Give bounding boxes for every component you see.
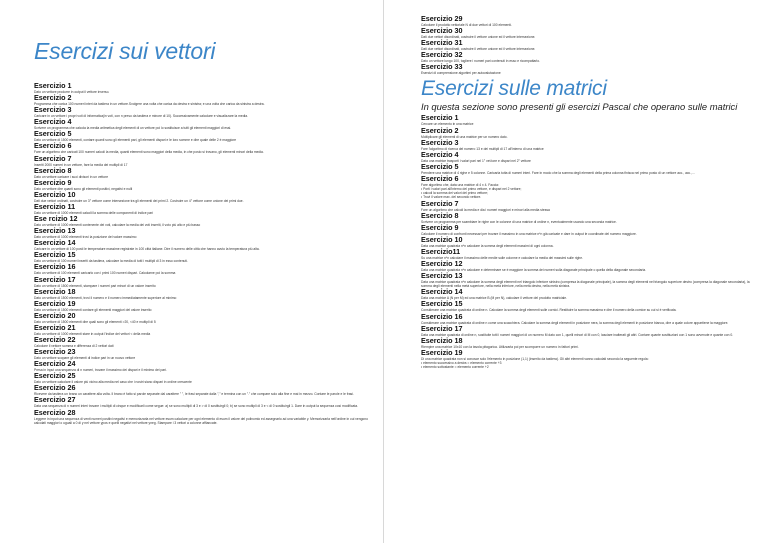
exercise-title: Esercizio 5 xyxy=(34,129,72,139)
exercise-item xyxy=(34,312,373,324)
section-title: Esercizi sulle matrici xyxy=(421,77,607,101)
exercise-title: Esercizio 1 xyxy=(34,81,72,90)
exercise-title: Esercizio 7 xyxy=(421,198,459,208)
exercise-bullet: • elemento sottostante = elemento corrente +2 xyxy=(421,365,758,369)
exercise-item xyxy=(34,239,373,251)
exercise-bullet-list xyxy=(421,361,758,369)
exercise-text: Inseriti 2000 numeri in un vettore, fare la media dei multipli di 17 xyxy=(34,162,128,167)
exercise-item xyxy=(34,336,373,348)
exercise-title: Esercizio 15 xyxy=(421,299,463,309)
exercise-text: Fare l'algoritmo di ricerca del numero 13 e dei multipli di 17 all'interno di una matrice xyxy=(421,146,544,151)
page-title: Esercizi sui vettori xyxy=(34,38,216,64)
exercise-title: Esercizio 18 xyxy=(421,335,463,345)
exercise-text: Esercizi di comprensione algoritmi per autovalutazione xyxy=(421,71,501,76)
exercise-title: Esercizio 26 xyxy=(34,383,76,393)
exercise-item xyxy=(34,130,373,142)
exercise-bullet: • Trovi il valore max. del secondo vettore. xyxy=(421,195,758,199)
exercise-text: Data una matrice trasporti i valori pari nel 1° vet.tore e dispari nel 2° vettore xyxy=(421,158,531,163)
exercise-text: Fare un algoritmo che calcoli la media e dia i numeri maggiori e minori alla media stessa xyxy=(421,207,550,212)
exercise-text: Considerare una matrice quadrata di ordine n. Calcolare la somma degli elementi sulle cornici. Restituire la somma massima e dire il numero della cornice su cui si è verificata. xyxy=(421,308,677,313)
exercise-title: Esercizio 18 xyxy=(34,286,76,296)
exercise-text: Data una matrice quadrata di ordine n, sostituite tutti i numeri maggiori di un numero M dato con 1, quelli minori di M con 0, lasciare inalterati gli altri. Contare quante sostituzioni con 1 sono avvenute e quante con 0. xyxy=(421,332,734,337)
exercise-item xyxy=(421,260,758,272)
exercise-text: Dato un vettore calcolare il valore più vicino alla media nel caso che i nostri siano dispari in ordine crescente xyxy=(34,380,192,385)
exercise-text: Su una matrice n*n calcolare il massimo delle medie sulle colonne e calcolare la media dei massimi sulle righe. xyxy=(421,256,583,261)
exercise-title: Esercizio 3 xyxy=(34,105,72,115)
exercise-item xyxy=(34,94,373,106)
exercise-bullet: • elemento successivo a destra = elemento corrente +3 xyxy=(421,361,758,365)
exercise-text: Data una matrice quadrata n*n calcolare la somma degli elementi nel triangolo inferiore sinistro (compresa la diagonale principale), la somma degli elementi nel triangolo superiore destro (compresa la diagonale secondaria), la somma degli elementi nella metà superiore, nella metà inferiore, nella metà destra, nella metà sinistra. xyxy=(421,280,750,289)
exercise-title: Esercizio 23 xyxy=(34,347,76,357)
exercise-title: Esercizio 4 xyxy=(421,149,459,159)
exercise-text: Scrivere un programma che calcola la media aritmetica degli elementi di un vettore poi lo sostituisce a tutti gli elementi maggiori di essi. xyxy=(34,126,232,131)
exercise-text: Leggere in input una sequenza di venti numeri positivi negativi e memorizzarla nel vettore esum calcolare per ogni elemento di esum il valore del polinomio ed assegnarlo ad una variabile y. Memorizzarla nell'ordine in cui vengono calcolati maggiori o uguali a 0 di y nel vettore ypos e quelli negativi nel vettore yneg. Stampare i 3 vettori a colonne affiancate. xyxy=(34,416,368,425)
exercise-title: Esercizio 8 xyxy=(34,165,72,175)
exercise-text: Prendere una matrice di 4 righe e 5 colonne. Caricarla tutta di numeri interi. Fare in modo che la somma degli elementi della prima colonna finisca nel primo posto di un vettore acc., acc.,... xyxy=(421,170,695,175)
exercise-title: Esercizio 12 xyxy=(421,259,463,269)
exercise-item xyxy=(34,227,373,239)
exercise-text: Calcolare il prodotto vettoriale N di due vettori di 100 elementi. xyxy=(421,23,512,27)
exercise-bullet: • Porti i valori pari all'interno del primo vettore, e dispari nel 2 vettore; xyxy=(421,187,758,191)
exercise-title: Esercizio 3 xyxy=(421,137,459,147)
exercise-title: Esercizio 20 xyxy=(34,310,76,320)
exercise-text: Dati due vettori ordinati, costruire un 3° vettore come intersezione tra gli elementi dei primi 2. Costruire un 4° vettore come unione dei primi due. xyxy=(34,198,244,203)
exercise-item xyxy=(34,263,373,275)
exercise-title: Esercizio 13 xyxy=(421,271,463,281)
exercise-item xyxy=(34,106,373,118)
exercise-text: Data una sequenza di n numeri interi trovare i multipli di cinque e modificarli come segue: a) se sono multipli di 3 e > di 0 sostituirgli 0; b) se sono multipli di 3 e < di 0 sostituirgli 1. Dare in output la sequenza così modificata. xyxy=(34,404,358,409)
exercise-item xyxy=(421,127,758,139)
exercise-item xyxy=(421,288,758,300)
exercise-text: Di una matrice quadrata non si conosce solo l'elemento in posizione (1,1) (inserito da tastiera). Gli altri elementi vanno calcolati secondo la seguente regola: xyxy=(421,356,649,361)
exercise-title: Esercizio 10 xyxy=(34,189,76,199)
exercise-item xyxy=(34,276,373,288)
exercise-item xyxy=(421,349,758,370)
exercise-text: Dato un vettore di 1500 elementi dire quali sono gli elementi >20, <40 e multipli di 5 xyxy=(34,319,156,324)
exercise-text: Cercare un elemento in una matrice xyxy=(421,122,474,127)
exercise-text: Dati due vettori disordinati, costruire il vettore unione ed il vettore intersezione. xyxy=(421,47,536,52)
exercise-item xyxy=(34,155,373,167)
exercise-item xyxy=(34,179,373,191)
exercise-title: Esercizio 9 xyxy=(421,222,459,232)
exercise-item xyxy=(34,288,373,300)
exercise-text: Dato un vettore di 100 numeri inseriti da tastiera, calcolare la media di tutti i multipli di 3 in esso contenuti. xyxy=(34,259,188,264)
exercise-title: Esercizio 2 xyxy=(421,125,459,135)
exercise-title: Esercizio 9 xyxy=(34,177,72,187)
exercise-item xyxy=(34,203,373,215)
exercise-title: Esercizio 22 xyxy=(34,334,76,344)
exercise-title: Esercizio 14 xyxy=(421,287,463,297)
exercise-title: Esercizio 14 xyxy=(34,238,76,248)
exercise-text: Caricare in un vettore di 100 posti le temperature massime registrate in 100 città italiane. Dire il numero delle città che hanno avuto la temperatura più alta. xyxy=(34,247,260,252)
exercise-text: Dato un vettore dire quanti sono gli elementi positivi, negativi e nulli xyxy=(34,186,133,191)
exercise-item xyxy=(34,360,373,372)
exercise-item xyxy=(421,212,758,224)
exercise-text: Dato un vettore di 1000 elementi trovi la posizione del valore massimo xyxy=(34,235,137,240)
exercise-item xyxy=(421,175,758,200)
exercise-text: Scrivere un programma per scambiare le righe con le colonne di una matrice di ordine n, eventualmente usando una seconda matrice. xyxy=(421,219,617,224)
exercise-item xyxy=(421,27,758,39)
exercise-text: Fare un algoritmo che caricati 100 numeri calcoli la media, quanti elementi sono maggiori della media, in che posto si trovano, gli elementi minori della media. xyxy=(34,150,264,155)
exercise-item xyxy=(421,151,758,163)
exercise-item xyxy=(34,396,373,408)
exercise-text: Dato un vettore di 1500 elementi, trovi il numero e il numero immediatamente superiore al minimo xyxy=(34,295,177,300)
exercise-text: Ricevere da tastiera un brano un carattere alla volta. Il brano è fatto si parole separate dal carattere " ", le frasi separate dalla "," e termina con un "." che compare solo alla fine e mai in mezzo. Contare le parole e le frasi. xyxy=(34,392,354,397)
exercise-text: Calcolare il numero di confronti necessari per trovare il massimo in una matrice n*n già caricate e dare in output le coordinate del numero maggiore. xyxy=(421,231,637,236)
exercise-text: Dato un vettore di 1000 elementi contenente dei voti, calcolare la media dei voti inseriti, il voto più alto e più basso xyxy=(34,223,201,228)
exercise-text: Riempire una matrice 10x10 con la tavola pitagorica. Utilizzarla poi per scomporre un numero in fattori primi. xyxy=(421,344,579,349)
exercise-item xyxy=(421,224,758,236)
exercise-item xyxy=(421,337,758,349)
exercise-text: Dato un vettore di 1500 elementi, stampare i numeri pari minori di un valore inserito xyxy=(34,283,156,288)
exercise-text: Dato un vettore produrre in output il vettore inverso. xyxy=(34,90,110,94)
exercise-item xyxy=(34,384,373,396)
exercise-item xyxy=(421,163,758,175)
exercise-item xyxy=(421,300,758,312)
exercise-item xyxy=(421,39,758,51)
exercise-text: Dato un vettore di 1000 elementi calcolil la somma delle componenti di indice pari xyxy=(34,210,153,215)
section-subtitle: In questa sezione sono presenti gli esercizi Pascal che operano sulle matrici xyxy=(421,101,738,113)
exercise-title: Ese rcizio 12 xyxy=(34,214,78,224)
exercise-item xyxy=(421,248,758,260)
exercise-text: Moltiplicare gli elementi di una matrice per un numero dato. xyxy=(421,134,508,139)
page-right xyxy=(384,0,768,543)
exercise-text: Dati due vettori disordinati, costruire il vettore unione ed il vettore intersezione. xyxy=(421,35,536,40)
exercise-text: Data una matrice quadrata n*n calcolare la somma degli elementi massimi di ogni colonna. xyxy=(421,243,554,248)
exercise-text: Programma che carica 100 numeri interi da tastiera in un vettore.Svolgere una volta che carica da destra e sinistra; e una volta che carica da sinistra a destra. xyxy=(34,102,265,107)
exercise-title: Esercizio 28 xyxy=(34,407,76,417)
exercise-title: Esercizio 13 xyxy=(34,226,76,236)
exercise-text: Dato un vettore caricare i suoi divisori in un vettore xyxy=(34,174,109,179)
exercise-item xyxy=(421,236,758,248)
exercise-bullet-list xyxy=(421,187,758,200)
exercise-bullet: • calcoli la somma dei valori del primo vettore; xyxy=(421,191,758,195)
exercise-title: Esercizio 2 xyxy=(34,93,72,103)
exercise-title: Esercizio 24 xyxy=(34,359,76,369)
exercise-list xyxy=(34,82,373,425)
exercise-item xyxy=(421,114,758,126)
exercise-text: Data una matrice A (N per M) ed una matrice B (M per N), calcolare il vettore del prodotto matriciale. xyxy=(421,296,568,301)
exercise-title: Esercizio 21 xyxy=(34,322,76,332)
exercise-text: Dato un vettore lungo 100, togliere i numeri pari contenuti in esso e ricompattarlo. xyxy=(421,59,540,64)
exercise-title: Esercizio 16 xyxy=(34,262,76,272)
exercise-text: Data una matrice quadrata n*n calcolare e determinare se è maggiore la somma dei numeri sulla diagonale principale o quella della diagonale secondaria. xyxy=(421,268,647,273)
exercise-title: Esercizio11 xyxy=(421,247,461,257)
exercise-title: Esercizio 6 xyxy=(421,173,459,183)
exercise-title: Esercizio 17 xyxy=(34,274,76,284)
exercise-title: Esercizio 15 xyxy=(34,250,76,260)
exercise-title: Esercizio 33 xyxy=(421,62,463,72)
exercise-item xyxy=(421,272,758,288)
exercise-title: Esercizio 25 xyxy=(34,371,76,381)
exercise-item xyxy=(421,51,758,63)
exercise-title: Esercizio 32 xyxy=(421,50,463,60)
exercise-item xyxy=(34,324,373,336)
exercise-title: Esercizio 27 xyxy=(34,395,76,405)
exercise-text: Dato un vettore di 1500 elementi contare gli elementi maggiori del valore inserito xyxy=(34,307,152,312)
exercise-text: Dato un vettore di 1000 elementi stare in output l'indice del vettori < della media xyxy=(34,331,151,336)
exercise-item xyxy=(34,167,373,179)
exercise-title: Esercizio 7 xyxy=(34,153,72,163)
exercise-text: Dato un vettore di 100 elementi caricarlo con i primi 100 numeri dispari. Calcolarne poi la somma xyxy=(34,271,176,276)
exercise-item xyxy=(421,200,758,212)
exercise-item xyxy=(421,15,758,27)
exercise-item xyxy=(421,63,758,75)
exercise-title: Esercizio 19 xyxy=(421,347,463,357)
exercise-title: Esercizio 8 xyxy=(421,210,459,220)
exercise-item xyxy=(34,215,373,227)
exercise-title: Esercizio 29 xyxy=(421,14,463,23)
exercise-item xyxy=(34,191,373,203)
exercise-item xyxy=(34,251,373,263)
exercise-item xyxy=(34,409,373,425)
exercise-item xyxy=(34,300,373,312)
exercise-text: Dato un vettore di 1500 elementi, contare quanti sono gli elementi pari, gli elementi dispari e le loro somme e dire quale delle 2 è maggiore xyxy=(34,138,237,143)
exercise-item xyxy=(34,348,373,360)
exercise-text: Calcolare il vettore somma e differenza di 2 vettori dati xyxy=(34,343,114,348)
exercise-text: Dato un vettore scopare gli elementi di indice pari in un nuovo vettore xyxy=(34,356,136,361)
exercise-item xyxy=(421,139,758,151)
exercise-text: Presa in input una sequenza di n numeri, trovare il massimo dei dispari e il minimo dei pari. xyxy=(34,368,167,373)
exercise-title: Esercizio 1 xyxy=(421,113,459,123)
matrix-exercise-list xyxy=(421,114,758,369)
exercise-item xyxy=(421,325,758,337)
exercise-item xyxy=(34,118,373,130)
exercise-title: Esercizio 4 xyxy=(34,117,72,127)
exercise-title: Esercizio 6 xyxy=(34,141,72,151)
exercise-title: Esercizio 10 xyxy=(421,234,463,244)
exercise-item xyxy=(34,82,373,94)
exercise-text: Fare algoritmo che, data una matrice di 4 x 4. Faccia: xyxy=(421,182,499,187)
exercise-title: Esercizio 30 xyxy=(421,26,463,36)
exercise-title: Esercizio 19 xyxy=(34,298,76,308)
exercise-text: Considerare una matrice quadrata di ordine n come una scacchiera. Calcolare la somma degli elementi in posizione nera, la somma degli elementi in posizione bianca, dire a quale colore appartiene la maggiore. xyxy=(421,320,729,325)
exercise-item xyxy=(34,372,373,384)
exercise-title: Esercizio 16 xyxy=(421,311,463,321)
exercise-title: Esercizio 17 xyxy=(421,323,463,333)
exercise-text: Caricare in un vettore i propri voti di informatica(in voti, con n preso da tastiera e minore di 10). Successivamente calcolare e visualizzare la media. xyxy=(34,114,249,119)
exercise-title: Esercizio 11 xyxy=(34,201,76,211)
exercise-title: Esercizio 31 xyxy=(421,38,463,48)
exercise-item xyxy=(34,142,373,154)
exercise-item xyxy=(421,313,758,325)
exercise-list-continued xyxy=(421,15,758,75)
exercise-title: Esercizio 5 xyxy=(421,161,459,171)
